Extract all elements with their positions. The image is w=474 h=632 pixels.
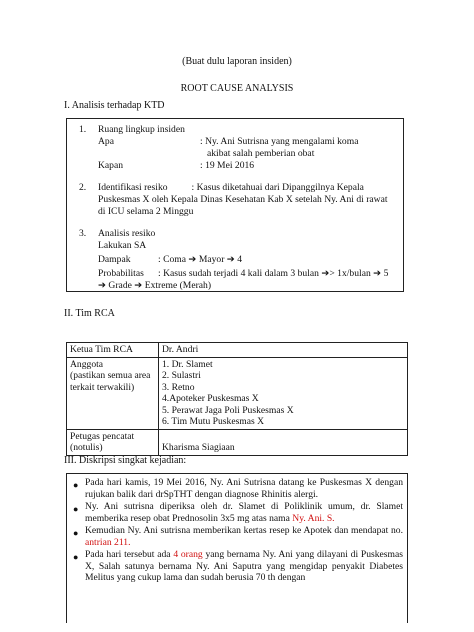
probabilitas-label: Probabilitas bbox=[98, 268, 144, 279]
page-title: ROOT CAUSE ANALYSIS bbox=[180, 83, 294, 94]
dampak-label: Dampak bbox=[98, 254, 131, 265]
anggota-label: Anggota (pastikan semua area terkait terwakili) bbox=[67, 357, 159, 429]
list-item bbox=[162, 431, 404, 443]
apa-value-cont: akibat salah pemberian obat bbox=[207, 148, 315, 159]
bullet-icon: ● bbox=[73, 552, 79, 562]
section3-heading: III. Diskripsi singkat kejadian: bbox=[64, 455, 187, 466]
list-item: 2. Sulastri bbox=[162, 370, 201, 381]
table-row bbox=[67, 357, 408, 429]
dampak-value: : Coma ➔ Mayor ➔ 4 bbox=[158, 254, 243, 265]
report-note: (Buat dulu laporan insiden) bbox=[182, 56, 292, 67]
item2-line2: Puskesmas X oleh Kepala Dinas Kesehatan Kab X setelah Ny. Ani di rawat bbox=[98, 194, 388, 205]
list-item: 4.Apoteker Puskesmas X bbox=[162, 393, 259, 404]
notulis-values bbox=[159, 429, 408, 455]
item1-number: 1. bbox=[79, 124, 87, 135]
item2-line3: di ICU selama 2 Minggu bbox=[98, 206, 194, 217]
ktd-analysis-box bbox=[66, 118, 404, 292]
notulis-label: Petugas pencatat (notulis) bbox=[67, 429, 159, 455]
bullet-icon: ● bbox=[73, 480, 79, 490]
item1-title: Ruang lingkup insiden bbox=[98, 124, 185, 135]
section2-heading: II. Tim RCA bbox=[64, 308, 115, 319]
list-item: 5. Perawat Jaga Poli Puskesmas X bbox=[162, 404, 294, 416]
apa-value: : Ny. Ani Sutrisna yang mengalami koma bbox=[200, 136, 359, 147]
bullet-icon: ● bbox=[73, 504, 79, 514]
description-bullet-1: Pada hari kamis, 19 Mei 2016, Ny. Ani Sutrisna datang ke Puskesmas X dengan rujukan balik dari drSpTHT dengan diagnose Rhinitis alergi. bbox=[85, 477, 403, 500]
ketua-value: Dr. Andri bbox=[159, 343, 408, 358]
list-item: 3. Retno bbox=[162, 381, 195, 393]
rca-team-table bbox=[66, 342, 408, 456]
list-item: 1. Dr. Slamet bbox=[162, 358, 213, 370]
description-bullet-2: Ny. Ani sutrisna diperiksa oleh dr. Slamet di Poliklinik umum, dr. Slamet memberika resep obat Prednosolin 3x5 mg atas nama Ny. Ani. S. bbox=[85, 501, 403, 524]
grade-line: ➔ Grade ➔ Extreme (Merah) bbox=[98, 280, 212, 291]
bullet-icon: ● bbox=[73, 528, 79, 538]
description-bullet-3: Kemudian Ny. Ani sutrisna memberikan kertas resep ke Apotek dan mendapat no. antrian 211. bbox=[85, 525, 403, 548]
item2-number: 2. bbox=[79, 182, 87, 193]
ketua-label: Ketua Tim RCA bbox=[67, 343, 159, 358]
apa-label: Apa bbox=[98, 136, 114, 147]
description-bullet-4: Pada hari tersebut ada 4 orang yang bernama Ny. Ani yang dilayani di Puskesmas X, Salah satunya bernama Ny. Ani Saputra yang mengidap penyakit Diabetes Melitus yang cukup lama dan sudah berusia 70 th dengan bbox=[85, 549, 403, 584]
kapan-label: Kapan bbox=[98, 160, 124, 171]
item3-sub: Lakukan SA bbox=[98, 240, 147, 251]
kapan-value: : 19 Mei 2016 bbox=[200, 160, 255, 171]
table-row bbox=[67, 343, 408, 358]
item3-number: 3. bbox=[79, 228, 87, 239]
list-item: 6. Tim Mutu Puskesmas X bbox=[162, 416, 265, 427]
table-row bbox=[67, 429, 408, 455]
section1-heading: I. Analisis terhadap KTD bbox=[64, 100, 165, 111]
anggota-values bbox=[159, 357, 408, 429]
incident-description-box bbox=[66, 473, 408, 623]
item3-title: Analisis resiko bbox=[98, 228, 156, 239]
list-item: Kharisma Siagiaan bbox=[162, 442, 235, 453]
item2-line1: Identifikasi resiko : Kasus diketahuai dari Dipanggilnya Kepala bbox=[98, 182, 364, 193]
probabilitas-value: : Kasus sudah terjadi 4 kali dalam 3 bulan ➔> 1x/bulan ➔ 5 bbox=[158, 268, 389, 279]
